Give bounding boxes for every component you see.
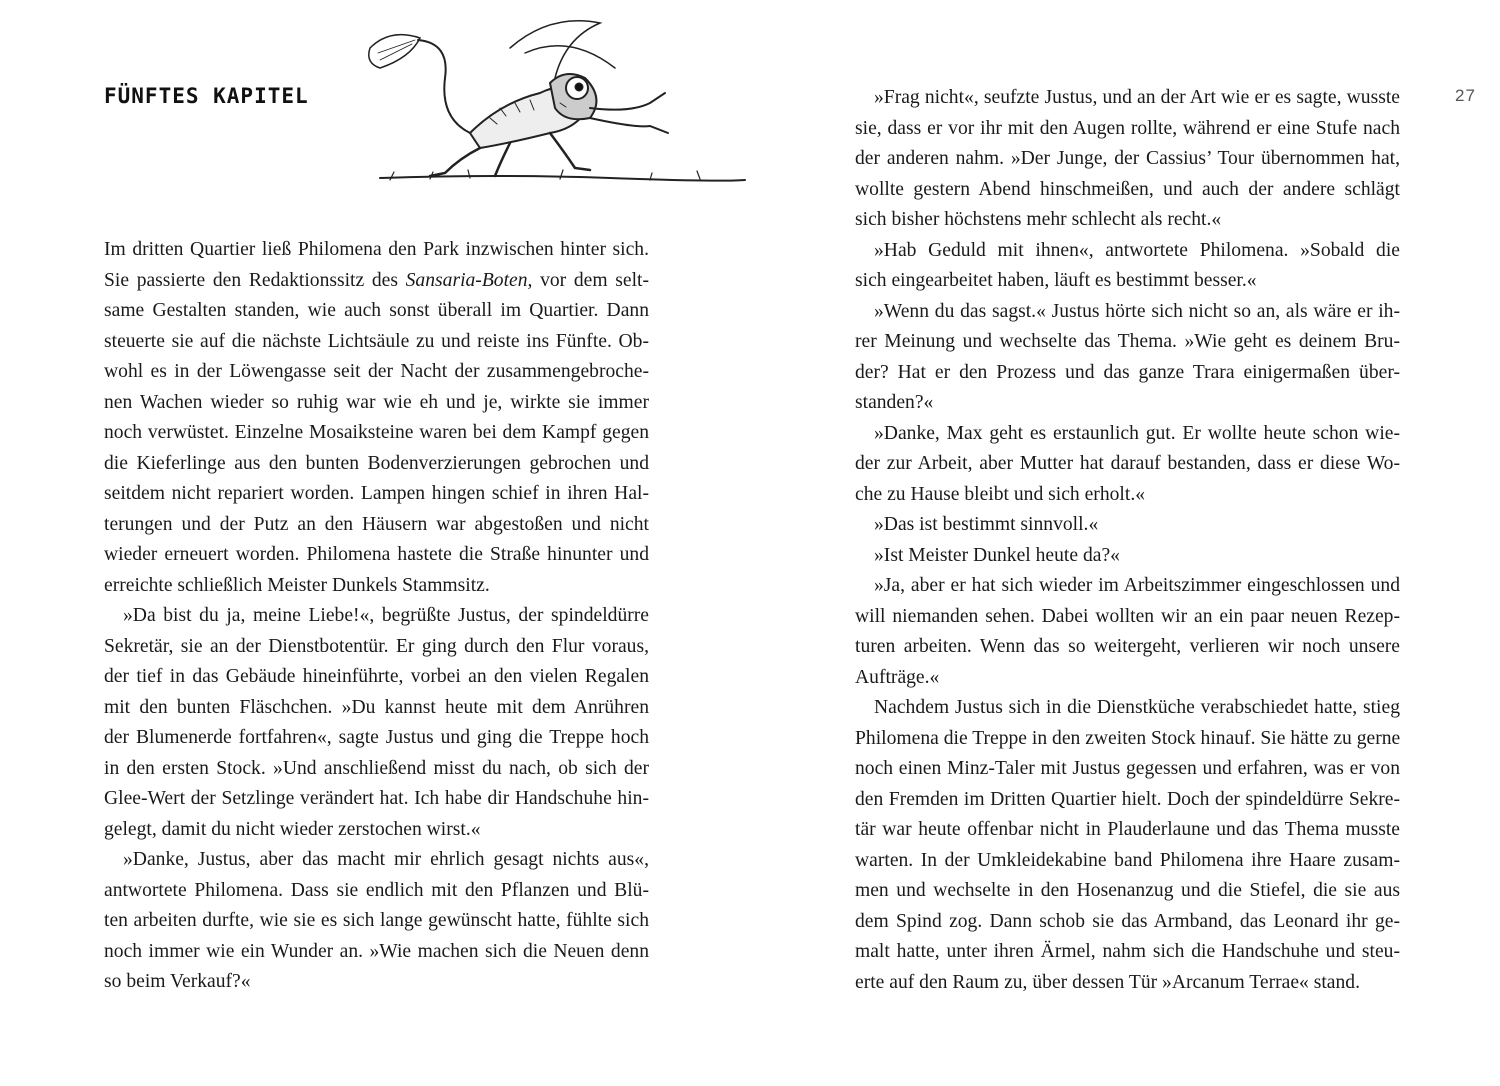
text-line (104, 632, 649, 663)
line-text: Sie passierte den Redaktionssitz des (104, 269, 406, 291)
line-text: che zu Hause bleibt und sich erholt.« (855, 483, 1146, 505)
line-text: mit den bunten Fläschchen. »Du kannst heute mit dem Anrühren (104, 696, 649, 718)
line-text: wieder erneuert worden. Philomena hastete die Straße hinunter und (104, 544, 649, 565)
line-text: »Ja, aber er hat sich wieder im Arbeitszimmer eingeschlossen und (874, 575, 1400, 596)
text-line (855, 449, 1400, 480)
line-text: will niemanden sehen. Dabei wollten wir an ein paar neuen Rezep- (855, 605, 1400, 627)
line-text: erte auf den Raum zu, über dessen Tür »Arcanum Terrae« stand. (855, 971, 1360, 993)
text-line (855, 175, 1400, 206)
text-line (855, 83, 1400, 114)
text-line (855, 144, 1400, 175)
line-text: same Gestalten standen, wie auch sonst überall im Quartier. Dann (104, 300, 649, 321)
text-line (855, 205, 1400, 236)
line-text: Nachdem Justus sich in die Dienstküche verabschiedet hatte, stieg (874, 697, 1400, 718)
text-line (855, 358, 1400, 389)
line-text: in den ersten Stock. »Und anschließend misst du nach, ob sich der (104, 757, 649, 779)
line-text: noch einen Minz-Taler mit Justus gegessen und erfahren, was er von (855, 758, 1400, 779)
text-line (104, 967, 649, 998)
line-text: warten. In der Umkleidekabine band Philomena ihre Haare zusam- (855, 849, 1400, 871)
text-line (104, 235, 649, 266)
text-line (855, 327, 1400, 358)
line-text: noch immer wie ein Wunder an. »Wie machen sich die Neuen denn (104, 940, 649, 962)
line-text: nen Wachen wieder so ruhig war wie eh und je, wirkte sie immer (104, 391, 649, 413)
line-text: erreichte schließlich Meister Dunkels Stammsitz. (104, 574, 490, 596)
line-text: terungen und der Putz an den Häusern war abgestoßen und nicht (104, 513, 649, 535)
line-text: seitdem nicht repariert worden. Lampen hingen schief in ihren Hal- (104, 483, 649, 504)
left-page-text (104, 235, 649, 998)
line-text: den Fremden im Dritten Quartier hielt. Doch der spindeldürre Sekre- (855, 788, 1400, 810)
text-line (104, 388, 649, 419)
line-text: steuerte sie auf die nächste Lichtsäule zu und reiste ins Fünfte. Ob- (104, 330, 649, 352)
text-line (104, 479, 649, 510)
text-line (855, 846, 1400, 877)
text-line (855, 480, 1400, 511)
text-line (104, 876, 649, 907)
text-line (855, 602, 1400, 633)
text-line (104, 510, 649, 541)
line-text: antwortete Philomena. Dass sie endlich mit den Pflanzen und Blü- (104, 879, 649, 901)
text-line (104, 784, 649, 815)
line-text: sie, dass er vor ihr mit den Augen rollte, während er eine Stufe nach (855, 117, 1400, 139)
line-text: Aufträge.« (855, 666, 940, 688)
line-text: der anderen nahm. »Der Junge, der Cassius’ Tour übernommen hat, (855, 148, 1400, 169)
text-line (855, 876, 1400, 907)
line-text: »Hab Geduld mit ihnen«, antwortete Philomena. »Sobald die (874, 239, 1400, 261)
line-text: der zur Arbeit, aber Mutter hat darauf bestanden, dass er diese Wo- (855, 453, 1400, 474)
text-line (855, 815, 1400, 846)
italic-title: Sansaria-Boten, (405, 269, 533, 291)
line-text: »Wenn du das sagst.« Justus hörte sich nicht so an, als wäre er ih- (874, 300, 1400, 322)
text-line (855, 419, 1400, 450)
line-text: so beim Verkauf?« (104, 971, 251, 992)
line-text: ten arbeiten durfte, wie sie es sich lange gewünscht hatte, fühlte sich (104, 910, 649, 931)
line-text: Im dritten Quartier ließ Philomena den Park inzwischen hinter sich. (104, 239, 649, 260)
text-line (104, 723, 649, 754)
line-text: tär war heute offenbar nicht in Plauderlaune und das Thema musste (855, 819, 1400, 840)
line-text: »Das ist bestimmt sinnvoll.« (874, 514, 1099, 535)
text-line (855, 632, 1400, 663)
text-line (855, 724, 1400, 755)
line-text: »Danke, Max geht es erstaunlich gut. Er wollte heute schon wie- (874, 422, 1400, 444)
line-text: der? Hat er den Prozess und das ganze Trara einigermaßen über- (855, 361, 1400, 383)
text-line (104, 937, 649, 968)
text-line (104, 327, 649, 358)
line-text: vor dem selt- (532, 269, 649, 291)
page-number: 27 (1455, 86, 1476, 105)
line-text: noch verwüstet. Einzelne Mosaiksteine waren bei dem Kampf gegen (104, 422, 649, 443)
text-line (104, 449, 649, 480)
text-line (104, 357, 649, 388)
line-text: wohl es in der Löwengasse seit der Nacht der zusammengebroche- (104, 361, 649, 382)
text-line (104, 266, 649, 297)
line-text: men und wechselte in den Hosenanzug und die Stiefel, die sie aus (855, 880, 1400, 901)
line-text: Sekretär, sie an der Dienstbotentür. Er ging durch den Flur voraus, (104, 635, 649, 657)
text-line (855, 663, 1400, 694)
text-line (104, 296, 649, 327)
text-line (855, 937, 1400, 968)
line-text: sich eingearbeitet haben, läuft es bestimmt besser.« (855, 270, 1257, 291)
line-text: Philomena die Treppe in den zweiten Stock hinauf. Sie hätte zu gerne (855, 727, 1401, 749)
text-line (855, 541, 1400, 572)
text-line (104, 601, 649, 632)
line-text: »Da bist du ja, meine Liebe!«, begrüßte Justus, der spindeldürre (123, 605, 649, 626)
text-line (855, 693, 1400, 724)
text-line (855, 968, 1400, 999)
text-line (855, 510, 1400, 541)
right-page-text (855, 83, 1400, 998)
text-line (104, 906, 649, 937)
text-line (855, 907, 1400, 938)
line-text: »Ist Meister Dunkel heute da?« (874, 544, 1120, 566)
line-text: dem Spind zog. Dann schob sie das Armband, das Leonard ihr ge- (855, 910, 1400, 932)
text-line (104, 662, 649, 693)
line-text: rer Meinung und wechselte das Thema. »Wie geht es deinem Bru- (855, 331, 1400, 352)
line-text: wollte gestern Abend hinschmeißen, und auch der andere schlägt (855, 178, 1400, 200)
line-text: sich bisher höchstens mehr schlecht als recht.« (855, 209, 1222, 230)
text-line (104, 815, 649, 846)
text-line (855, 236, 1400, 267)
text-line (855, 754, 1400, 785)
text-line (104, 418, 649, 449)
line-text: der Blumenerde fortfahren«, sagte Justus und ging die Treppe hoch (104, 727, 649, 748)
line-text: die Kieferlinge aus den bunten Bodenverzierungen gebrochen und (104, 452, 649, 474)
line-text: turen arbeiten. Wenn das so weitergeht, verlieren wir noch unsere (855, 636, 1400, 657)
line-text: malt hatte, unter ihren Ärmel, nahm sich die Handschuhe und steu- (855, 941, 1400, 962)
line-text: der tief in das Gebäude hineinführte, vorbei an den vielen Regalen (104, 666, 649, 687)
line-text: »Frag nicht«, seufzte Justus, und an der Art wie er es sagte, wusste (874, 87, 1400, 108)
line-text: Glee-Wert der Setzlinge verändert hat. Ich habe dir Handschuhe hin- (104, 788, 649, 809)
text-line (855, 297, 1400, 328)
text-line (855, 571, 1400, 602)
running-creature-illustration (350, 8, 750, 190)
text-line (855, 114, 1400, 145)
text-line (104, 571, 649, 602)
chapter-title: FÜNFTES KAPITEL (104, 84, 309, 108)
line-text: gelegt, damit du nicht wieder zerstochen wirst.« (104, 818, 481, 840)
line-text: »Danke, Justus, aber das macht mir ehrlich gesagt nichts aus«, (123, 849, 649, 870)
text-line (104, 693, 649, 724)
text-line (855, 785, 1400, 816)
line-text: standen?« (855, 392, 934, 413)
text-line (855, 388, 1400, 419)
text-line (104, 845, 649, 876)
text-line (104, 540, 649, 571)
text-line (855, 266, 1400, 297)
text-line (104, 754, 649, 785)
